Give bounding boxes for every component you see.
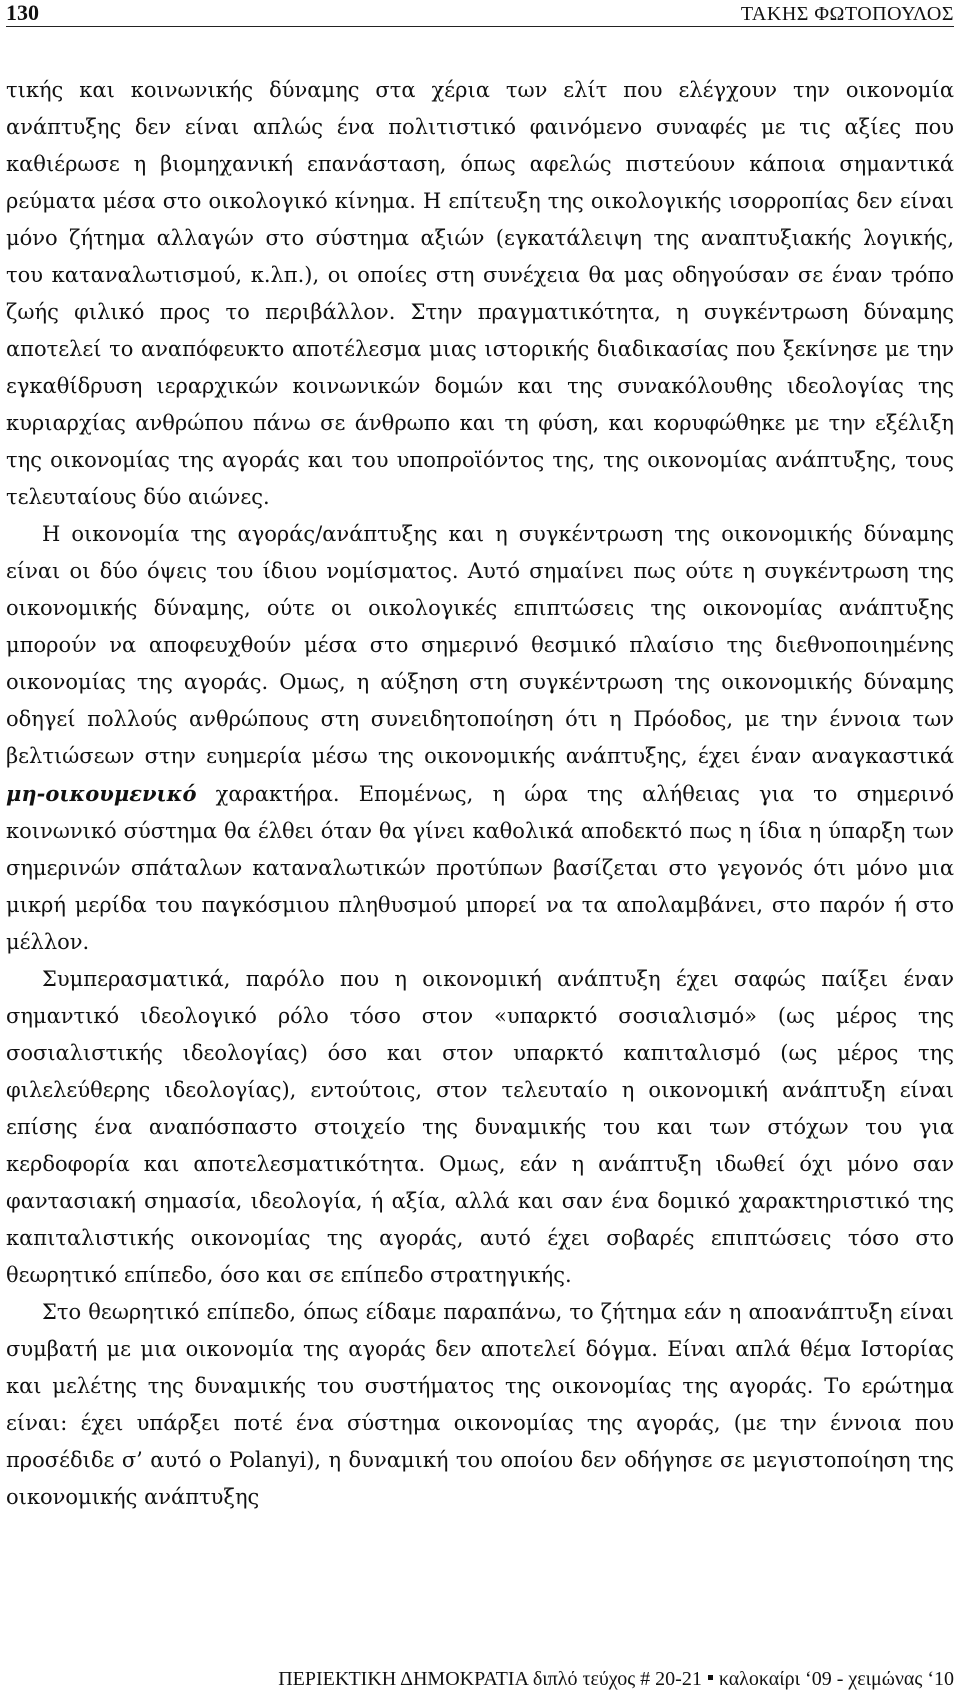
footer-season: καλοκαίρι ‘09 - χειμώνας ‘10 bbox=[718, 1668, 954, 1690]
emphasized-term: μη-οικουμενικό bbox=[6, 781, 197, 806]
paragraph-3 bbox=[6, 961, 954, 1294]
paragraph-2-text-start: Η οικονομία της αγοράς/ανάπτυξης και η συγκέντρωση της οικονομικής δύναμης είναι οι δύο όψεις του ίδιου νομίσματος. Αυτό σημαίνει πως ούτε η συγκέντρωση της οικονομικής δύναμης, ούτε οι οικολογικές επιπτώσεις της οικονομίας ανάπτυξης μπορούν να αποφευχθούν μέσα στο σημερινό θεσμικό πλαίσιο της διεθνοποιημένης οικονομίας της αγοράς. Ομως, η αύξηση στη συγκέντρωση της οικονομικής δύναμης οδηγεί πολλούς ανθρώπους στη συνειδητοποίηση ότι η Πρόοδος, με την έννοια των βελτιώσεων στην ευημερία μέσω της οικονομικής ανάπτυξης, έχει έναν αναγκαστικά bbox=[6, 522, 954, 768]
page-number: 130 bbox=[6, 0, 39, 25]
page-header bbox=[6, 0, 954, 27]
page-footer bbox=[278, 1668, 954, 1691]
paragraph-2 bbox=[6, 516, 954, 961]
paragraph-1-text: τικής και κοινωνικής δύναμης στα χέρια των ελίτ που ελέγχουν την οικονομία ανάπτυξης δεν είναι απλώς ένα πολιτιστικό φαινόμενο συναφές με τις αξίες που καθιέρωσε η βιομηχανική επανάσταση, όπως αφελώς πιστεύουν κάποια σημαντικά ρεύματα μέσα στο οικολογικό κίνημα. Η επίτευξη της οικολογικής ισορροπίας δεν είναι μόνο ζήτημα αλλαγών στο σύστημα αξιών (εγκατάλειψη της αναπτυξιακής λογικής, του καταναλωτισμού, κ.λπ.), οι οποίες στη συνέχεια θα μας οδηγούσαν σε έναν τρόπο ζωής φιλικό προς το περιβάλλον. Στην πραγματικότητα, η συγκέντρωση δύναμης αποτελεί το αναπόφευκτο αποτέλεσμα μιας ιστορικής διαδικασίας που ξεκίνησε με την εγκαθίδρυση ιεραρχικών κοινωνικών δομών και της συνακόλουθης ιδεολογίας της κυριαρχίας ανθρώπου πάνω σε άνθρωπο και τη φύση, και κορυφώθηκε με την εξέλιξη της οικονομίας της αγοράς και του υποπροϊόντος της, της οικονομίας ανάπτυξης, τους τελευταίους δύο αιώνες. bbox=[6, 78, 954, 509]
footer-journal: ΠΕΡΙΕΚΤΙΚΗ ΔΗΜΟΚΡΑΤΙΑ διπλό τεύχος # 20-21 bbox=[278, 1668, 702, 1690]
article-body bbox=[6, 72, 954, 1516]
paragraph-4-text: Στο θεωρητικό επίπεδο, όπως είδαμε παραπάνω, το ζήτημα εάν η αποανάπτυξη είναι συμβατή με μια οικονομία της αγοράς δεν αποτελεί δόγμα. Είναι απλά θέμα Ιστορίας και μελέτης της δυναμικής του συστήματος της οικονομίας της αγοράς. Το ερώτημα είναι: έχει υπάρξει ποτέ ένα σύστημα οικονομίας της αγοράς, (με την έννοια που προσέδιδε σ’ αυτό ο Polanyi), η δυναμική του οποίου δεν οδήγησε σε μεγιστοποίηση της οικονομικής ανάπτυξης bbox=[6, 1300, 954, 1509]
running-head-author: ΤΑΚΗΣ ΦΩΤΟΠΟΥΛΟΣ bbox=[740, 3, 954, 25]
paragraph-1 bbox=[6, 72, 954, 516]
bullet-separator-icon bbox=[708, 1675, 713, 1680]
paragraph-4 bbox=[6, 1294, 954, 1516]
paragraph-3-text: Συμπερασματικά, παρόλο που η οικονομική ανάπτυξη έχει σαφώς παίξει έναν σημαντικό ιδεολογικό ρόλο τόσο στον «υπαρκτό σοσιαλισμό» (ως μέρος της σοσιαλιστικής ιδεολογίας) όσο και στον υπαρκτό καπιταλισμό (ως μέρος της φιλελεύθερης ιδεολογίας), εντούτοις, στον τελευταίο η οικονομική ανάπτυξη είναι επίσης ένα αναπόσπαστο στοιχείο της δυναμικής του και των στόχων του για κερδοφορία και αποτελεσματικότητα. Ομως, εάν η ανάπτυξη ιδωθεί όχι μόνο σαν φαντασιακή σημασία, ιδεολογία, ή αξία, αλλά και σαν ένα δομικό χαρακτηριστικό της καπιταλιστικής οικονομίας της αγοράς, αυτό έχει σοβαρές επιπτώσεις τόσο στο θεωρητικό επίπεδο, όσο και σε επίπεδο στρατηγικής. bbox=[6, 967, 954, 1287]
paragraph-2-text-end: χαρακτήρα. Επομένως, η ώρα της αλήθειας για το σημερινό κοινωνικό σύστημα θα έλθει όταν θα γίνει καθολικά αποδεκτό πως η ίδια η ύπαρξη των σημερινών σπάταλων καταναλωτικών προτύπων βασίζεται στο γεγονός ότι μόνο μια μικρή μερίδα του παγκόσμιου πληθυσμού μπορεί να τα απολαμβάνει, στο παρόν ή στο μέλλον. bbox=[6, 782, 954, 954]
